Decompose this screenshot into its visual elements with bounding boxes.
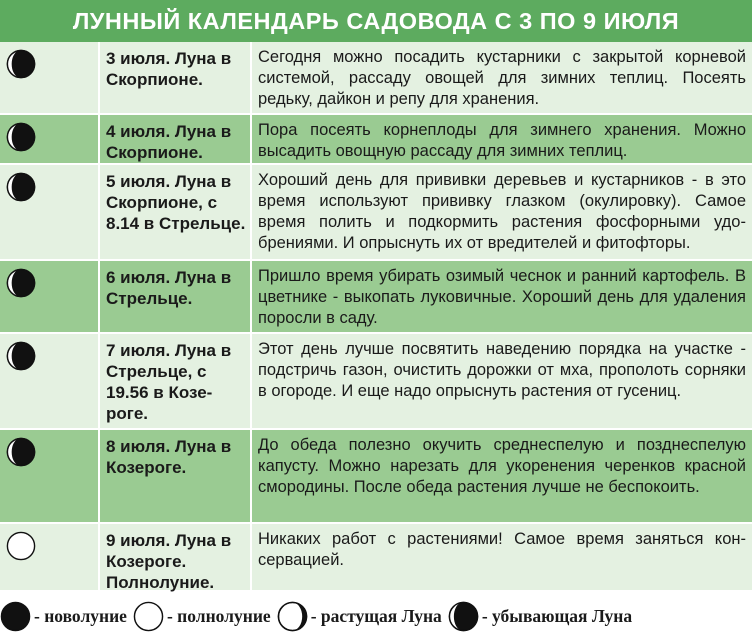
full-moon-icon [6, 531, 36, 561]
day-advice: Хороший день для прививки деревьев и кустарников - в это время используют прививку глазком (окулировку). Самое время полить и подкормить растения фосфорными удобрениями. И опрыснуть их от вредителей и фитофторы. [258, 171, 746, 252]
legend-label: - растущая Луна [310, 605, 442, 626]
day-advice: Сегодня можно посадить кустарники с закрытой корневой системой, рассаду овощей для зимних теплиц. Посеять редьку, дайкон и репу для хранения. [258, 48, 746, 108]
waning-moon-icon [6, 122, 36, 152]
legend-item [277, 601, 442, 632]
moon-cell [0, 524, 100, 590]
legend [0, 592, 752, 640]
waning-moon-icon [6, 49, 36, 79]
full-moon-icon [133, 601, 167, 632]
moon-cell [0, 42, 100, 113]
calendar-row [0, 115, 752, 165]
waxing-moon-icon [277, 601, 311, 632]
moon-cell [0, 261, 100, 332]
moon-cell [0, 165, 100, 259]
waning-moon-icon [6, 341, 36, 371]
day-label: 8 июля. Луна в Козероге. [100, 430, 252, 522]
day-advice: До обеда полезно окучить среднеспелую и позднеспелую капусту. Можно нарезать для укоренения черенков красной смородины. После обеда растения лучше не беспокоить. [258, 436, 746, 496]
waning-moon-icon [6, 172, 36, 202]
moon-cell [0, 115, 100, 163]
day-label: 7 июля. Луна в Стрельце, с 19.56 в Козероге. [100, 334, 252, 428]
day-label: 5 июля. Луна в Скорпионе, с 8.14 в Стрельце. [100, 165, 252, 259]
new-moon-icon [0, 601, 34, 632]
day-label: 9 июля. Луна в Козероге. Полнолуние. [100, 524, 252, 590]
legend-item [0, 601, 127, 632]
moon-cell [0, 334, 100, 428]
calendar-row [0, 524, 752, 592]
calendar-row [0, 42, 752, 115]
day-advice: Никаких работ с растениями! Самое время заняться консервацией. [258, 530, 746, 569]
calendar-row [0, 165, 752, 261]
day-advice: Этот день лучше посвятить наведению порядка на участке - подстричь газон, очистить дорожки от мха, прополоть сорняки в огороде. И еще надо опрыснуть растения от гусениц. [258, 340, 746, 400]
calendar-row [0, 261, 752, 334]
calendar-row [0, 334, 752, 430]
day-label: 6 июля. Луна в Стрельце. [100, 261, 252, 332]
legend-item [133, 601, 271, 632]
day-advice: Пора посеять корнеплоды для зимнего хранения. Можно высадить овощную рассаду для зимних теплиц. [258, 121, 746, 160]
calendar-table [0, 42, 752, 592]
calendar-row [0, 430, 752, 524]
day-advice: Пришло время убирать озимый чеснок и ранний картофель. В цветнике - выкопать луковичные. Хороший день для удаления поросли в саду. [258, 267, 746, 327]
page-title: ЛУННЫЙ КАЛЕНДАРЬ САДОВОДА С 3 ПО 9 ИЮЛЯ [0, 0, 752, 42]
waning-moon-icon [6, 437, 36, 467]
day-label: 3 июля. Луна в Скорпионе. [100, 42, 252, 113]
waning-moon-icon [6, 268, 36, 298]
legend-label: - новолуние [34, 605, 127, 626]
legend-label: - убывающая Луна [481, 605, 633, 626]
waning-moon-icon [448, 601, 482, 632]
day-label: 4 июля. Луна в Скорпионе. [100, 115, 252, 163]
legend-item [448, 601, 632, 632]
legend-label: - полнолуние [166, 605, 271, 626]
moon-cell [0, 430, 100, 522]
